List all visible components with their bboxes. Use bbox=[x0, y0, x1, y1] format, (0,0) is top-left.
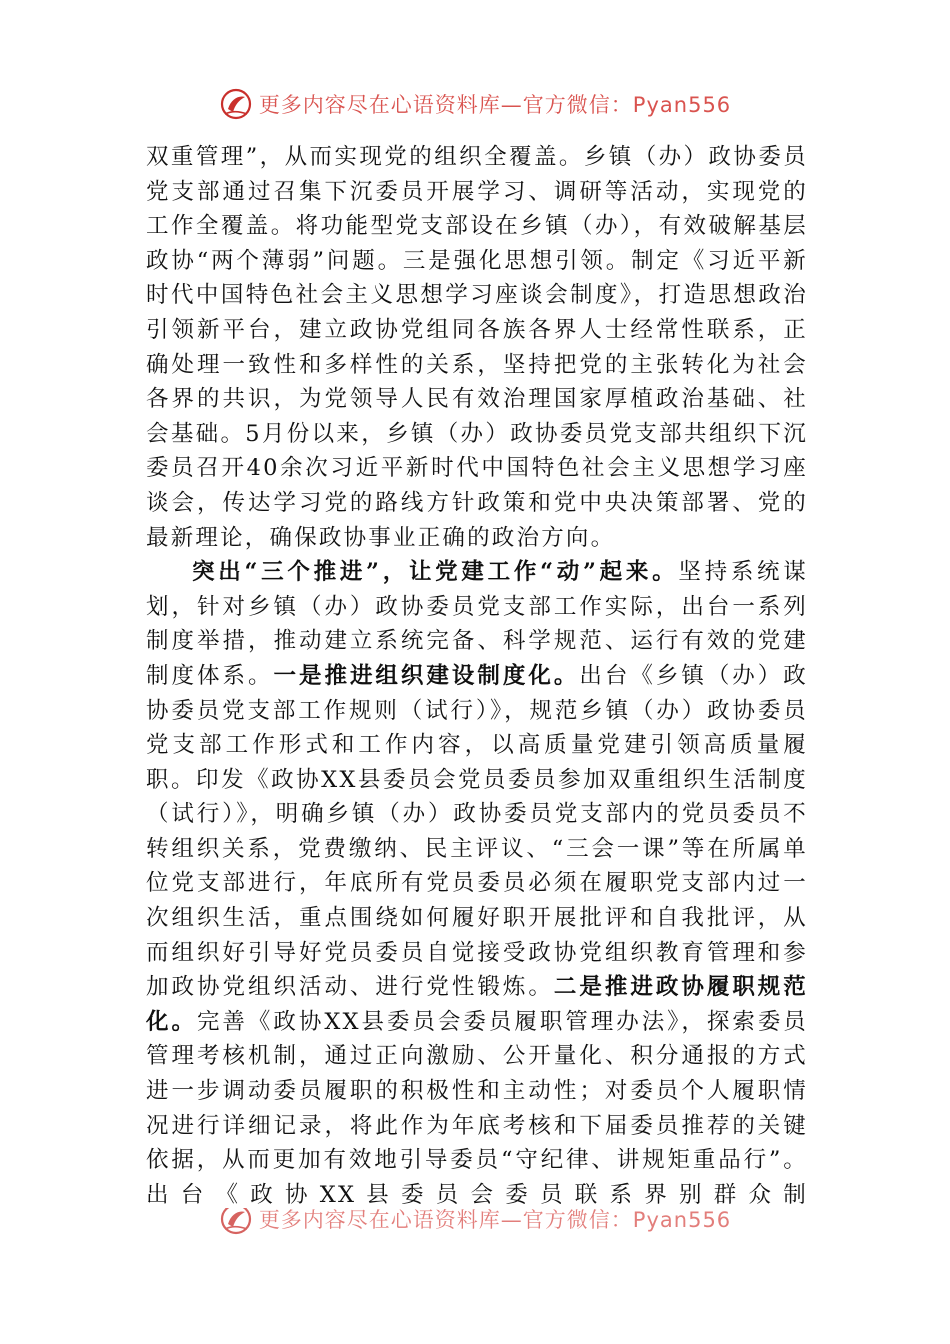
watermark-header bbox=[0, 84, 950, 124]
paragraph bbox=[146, 140, 808, 555]
logo-icon bbox=[219, 1208, 253, 1236]
body-text: 出台《乡镇（办）政协委员党支部工作规则（试行）》，规范乡镇（办）政协委员党支部工作形式和工作内容，以高质量党建引领高质量履职。印发《政协XX县委员会党员委员参加双重组织生活制度（试行）》，明确乡镇（办）政协委员党支部内的党员委员不转组织关系，党费缴纳、民主评议、“三会一课”等在所属单位党支部进行，年底所有党员委员必须在履职党支部内过一次组织生活，重点围绕如何履好职开展批评和自我批评，从而组织好引导好党员委员自觉接受政协党组织教育管理和参加政协党组织活动、进行党性锻炼。 bbox=[146, 662, 808, 1001]
document-body bbox=[146, 140, 808, 1212]
body-text: 双重管理”，从而实现党的组织全覆盖。乡镇（办）政协委员党支部通过召集下沉委员开展学习、调研等活动，实现党的工作全覆盖。将功能型党支部设在乡镇（办），有效破解基层政协“两个薄弱”问题。三是强化思想引领。制定《习近平新时代中国特色社会主义思想学习座谈会制度》，打造思想政治引领新平台，建立政协党组同各族各界人士经常性联系，正确处理一致性和多样性的关系，坚持把党的主张转化为社会各界的共识，为党领导人民有效治理国家厚植政治基础、社会基础。5月份以来，乡镇（办）政协委员党支部共组织下沉委员召开40余次习近平新时代中国特色社会主义思想学习座谈会，传达学习党的路线方针政策和党中央决策部署、党的最新理论，确保政协事业正确的政治方向。 bbox=[146, 144, 808, 551]
body-text: 完善《政协XX县委员会委员履职管理办法》，探索委员管理考核机制，通过正向激励、公开量化、积分通报的方式进一步调动委员履职的积极性和主动性；对委员个人履职情况进行详细记录，将此作为年底考核和下届委员推荐的关键依据，从而更加有效地引导委员“守纪律、讲规矩重品行”。出台《政协XX县委员会委员联系界别群众制 bbox=[146, 1008, 808, 1208]
logo-icon bbox=[219, 87, 253, 121]
bold-heading-text: 一是推进组织建设制度化。 bbox=[273, 662, 580, 689]
bold-heading-text: 突出“三个推进”，让党建工作“动”起来。 bbox=[192, 559, 679, 586]
watermark-footer bbox=[0, 1208, 950, 1238]
watermark-text-footer: 更多内容尽在心语资料库—官方微信：Pyan556 bbox=[258, 1208, 732, 1232]
body-text: 坚持系统谋划，针对乡镇（办）政协委员党支部工作实际，出台一系列制度举措，推动建立系统完备、科学规范、运行有效的党建制度体系。 bbox=[146, 559, 808, 689]
watermark-text: 更多内容尽在心语资料库—官方微信：Pyan556 bbox=[258, 93, 732, 117]
paragraph bbox=[146, 555, 808, 1212]
bold-heading-text: 二是推进政协履职规范化。 bbox=[146, 974, 808, 1035]
